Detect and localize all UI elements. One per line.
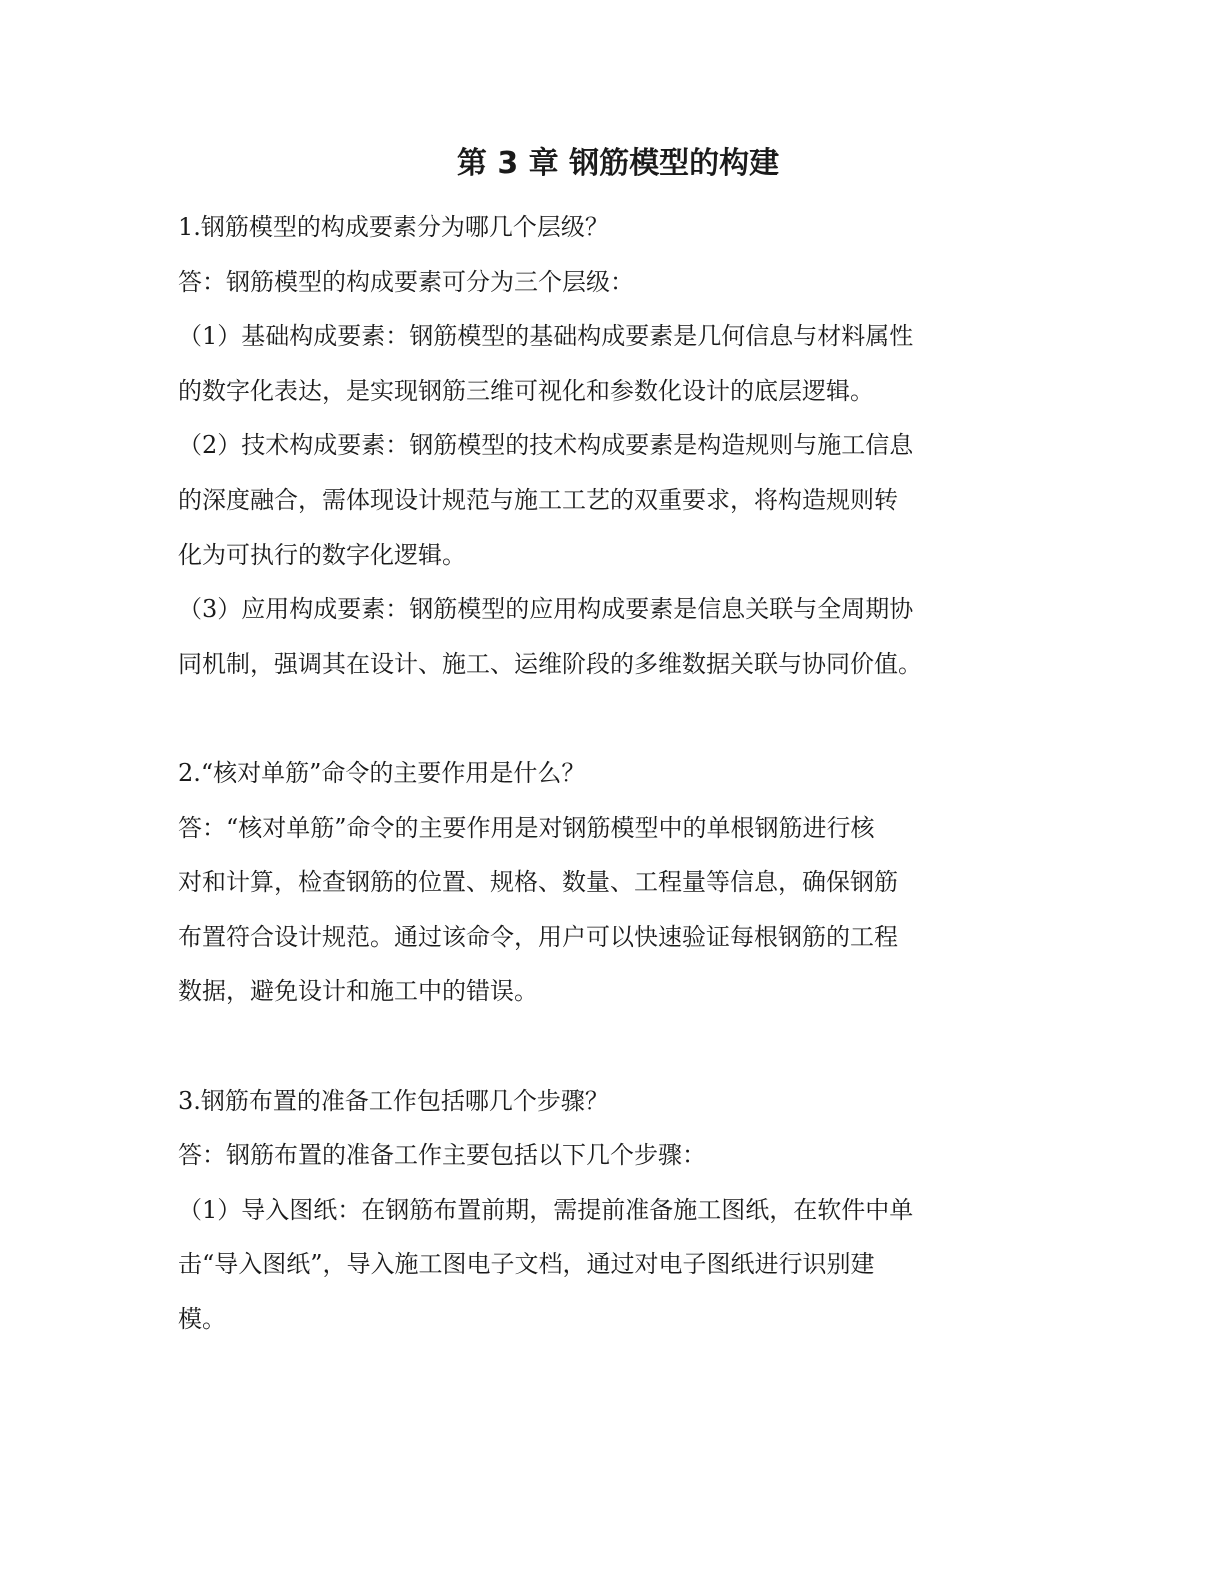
answer-2-line-4: 数据，避免设计和施工中的错误。 (178, 977, 538, 1006)
answer-2-line-3: 布置符合设计规范。通过该命令，用户可以快速验证每根钢筋的工程 (178, 922, 898, 951)
answer-1-line-5: 的深度融合，需体现设计规范与施工工艺的双重要求，将构造规则转 (178, 485, 898, 514)
answer-1-line-6: 化为可执行的数字化逻辑。 (178, 540, 466, 569)
answer-1-line-7: （3）应用构成要素：钢筋模型的应用构成要素是信息关联与全周期协 (178, 595, 914, 624)
answer-1-line-2: （1）基础构成要素：钢筋模型的基础构成要素是几何信息与材料属性 (178, 322, 914, 351)
answer-2-line-2: 对和计算，检查钢筋的位置、规格、数量、工程量等信息，确保钢筋 (178, 868, 898, 897)
question-2: 2.“核对单筋”命令的主要作用是什么？ (178, 758, 586, 787)
answer-3-line-3: 击“导入图纸”，导入施工图电子文档，通过对电子图纸进行识别建 (178, 1250, 875, 1279)
answer-3-line-4: 模。 (178, 1304, 226, 1333)
answer-1-line-8: 同机制，强调其在设计、施工、运维阶段的多维数据关联与协同价值。 (178, 649, 922, 678)
question-1: 1.钢筋模型的构成要素分为哪几个层级？ (178, 213, 609, 241)
answer-1-line-4: （2）技术构成要素：钢筋模型的技术构成要素是构造规则与施工信息 (178, 431, 914, 460)
answer-3-line-2: （1）导入图纸：在钢筋布置前期，需提前准备施工图纸，在软件中单 (178, 1195, 914, 1224)
answer-1-line-3: 的数字化表达，是实现钢筋三维可视化和参数化设计的底层逻辑。 (178, 376, 874, 405)
document-page (178, 132, 1058, 1346)
section-gap (178, 1019, 1058, 1074)
section-gap (178, 691, 1058, 746)
answer-2-line-1: 答：“核对单筋”命令的主要作用是对钢筋模型中的单根钢筋进行核 (178, 813, 875, 842)
answer-1-line-1: 答：钢筋模型的构成要素可分为三个层级： (178, 267, 634, 296)
chapter-title: 第 3 章 钢筋模型的构建 (456, 146, 780, 181)
answer-3-line-1: 答：钢筋布置的准备工作主要包括以下几个步骤： (178, 1141, 706, 1170)
question-3: 3.钢筋布置的准备工作包括哪几个步骤？ (178, 1086, 609, 1115)
